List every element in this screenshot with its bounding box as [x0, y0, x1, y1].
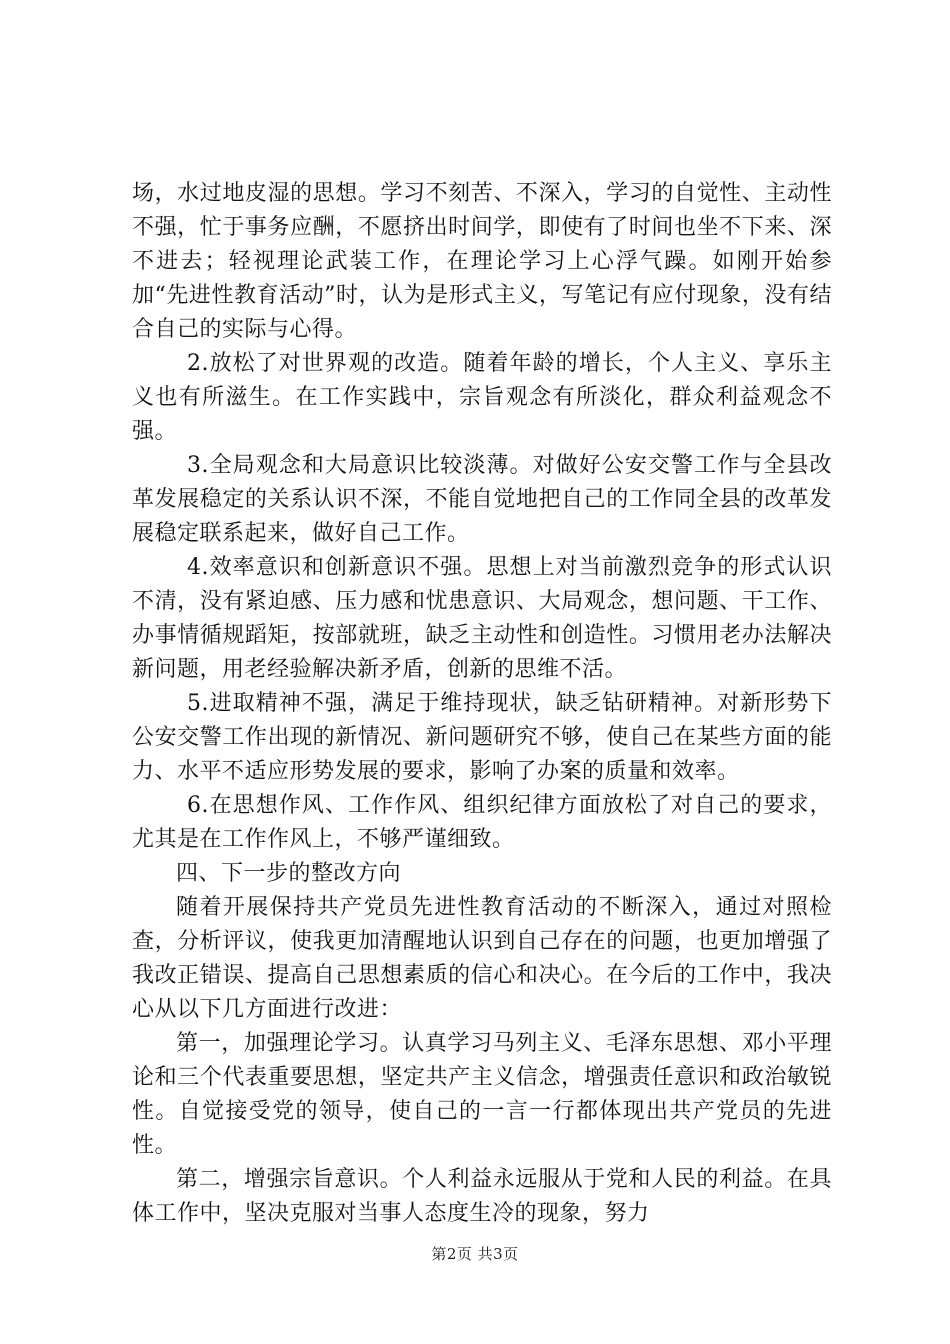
paragraph-item-4: 4.效率意识和创新意识不强。思想上对当前激烈竞争的形式认识不清，没有紧迫感、压力感和忧患意识、大局观念，想问题、干工作、办事情循规蹈矩，按部就班，缺乏主动性和创造性。习惯用老办法解决新问题，用老经验解决新矛盾，创新的思维不活。 — [132, 555, 832, 682]
document-body — [132, 177, 832, 1231]
paragraph-item-3: 3.全局观念和大局意识比较淡薄。对做好公安交警工作与全县改革发展稳定的关系认识不深，不能自觉地把自己的工作同全县的改革发展稳定联系起来，做好自己工作。 — [132, 453, 832, 546]
paragraph-first: 第一，加强理论学习。认真学习马列主义、毛泽东思想、邓小平理论和三个代表重要思想，坚定共产主义信念，增强责任意识和政治敏锐性。自觉接受党的领导，使自己的一言一行都体现出共产党员的先进性。 — [132, 1031, 832, 1158]
paragraph-continuation: 场，水过地皮湿的思想。学习不刻苦、不深入，学习的自觉性、主动性不强，忙于事务应酬，不愿挤出时间学，即使有了时间也坐不下来、深不进去；轻视理论武装工作，在理论学习上心浮气躁。如刚开始参加“先进性教育活动”时，认为是形式主义，写笔记有应付现象，没有结合自己的实际与心得。 — [132, 181, 832, 342]
paragraph-item-6: 6.在思想作风、工作作风、组织纪律方面放松了对自己的要求，尤其是在工作作风上，不够严谨细致。 — [132, 793, 832, 852]
paragraph-item-2: 2.放松了对世界观的改造。随着年龄的增长，个人主义、享乐主义也有所滋生。在工作实践中，宗旨观念有所淡化，群众利益观念不强。 — [132, 351, 832, 444]
page-footer: 第2页 共3页 — [431, 1245, 519, 1263]
section-heading: 四、下一步的整改方向 — [176, 861, 402, 886]
paragraph-intro: 随着开展保持共产党员先进性教育活动的不断深入，通过对照检查，分析评议，使我更加清醒地认识到自己存在的问题，也更加增强了我改正错误、提高自己思想素质的信心和决心。在今后的工作中，我决心从以下几方面进行改进： — [132, 895, 832, 1022]
paragraph-second: 第二，增强宗旨意识。个人利益永远服从于党和人民的利益。在具体工作中，坚决克服对当事人态度生冷的现象，努力 — [132, 1167, 832, 1226]
paragraph-item-5: 5.进取精神不强，满足于维持现状，缺乏钻研精神。对新形势下公安交警工作出现的新情况、新问题研究不够，使自己在某些方面的能力、水平不适应形势发展的要求，影响了办案的质量和效率。 — [132, 691, 832, 784]
